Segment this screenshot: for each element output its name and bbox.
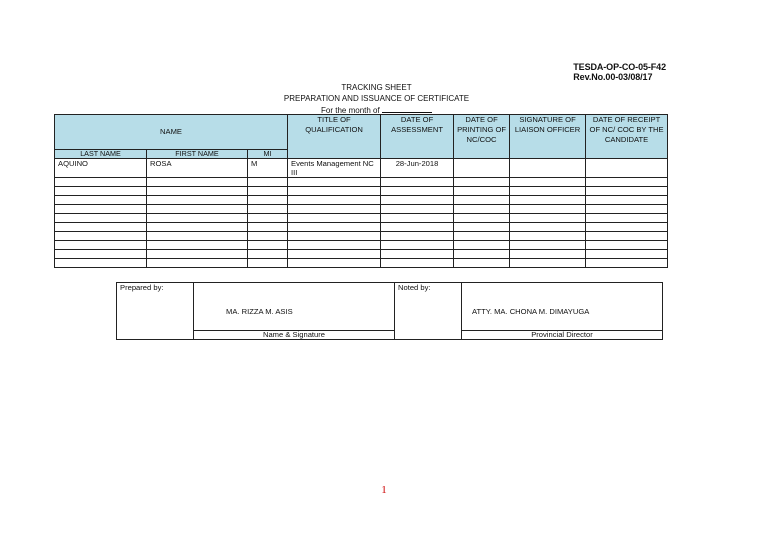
table-cell[interactable] xyxy=(586,205,668,214)
table-cell[interactable] xyxy=(147,214,248,223)
table-cell[interactable] xyxy=(454,178,510,187)
table-cell[interactable] xyxy=(454,223,510,232)
cell-signature[interactable] xyxy=(510,159,586,178)
month-label: For the month of xyxy=(321,106,380,115)
table-cell[interactable] xyxy=(248,196,288,205)
table-cell[interactable] xyxy=(586,259,668,268)
table-cell[interactable] xyxy=(55,196,147,205)
table-row xyxy=(55,187,668,196)
table-cell[interactable] xyxy=(55,178,147,187)
header-date-of-assessment: DATE OF ASSESSMENT xyxy=(381,115,454,159)
table-cell[interactable] xyxy=(248,214,288,223)
table-cell[interactable] xyxy=(147,187,248,196)
table-cell[interactable] xyxy=(288,232,381,241)
table-cell[interactable] xyxy=(55,214,147,223)
table-cell[interactable] xyxy=(586,241,668,250)
heading-subtitle: PREPARATION AND ISSUANCE OF CERTIFICATE xyxy=(283,94,470,103)
table-cell[interactable] xyxy=(381,241,454,250)
table-cell[interactable] xyxy=(381,223,454,232)
page-number: 1 xyxy=(381,484,387,496)
table-cell[interactable] xyxy=(454,187,510,196)
table-cell[interactable] xyxy=(55,250,147,259)
form-code: TESDA-OP-CO-05-F42 xyxy=(573,62,666,72)
form-code-block xyxy=(573,62,666,82)
table-cell[interactable] xyxy=(510,205,586,214)
table-cell[interactable] xyxy=(586,250,668,259)
cell-printing-date[interactable] xyxy=(454,159,510,178)
noted-by-label: Noted by: xyxy=(395,283,462,340)
table-cell[interactable] xyxy=(288,187,381,196)
header-name: NAME xyxy=(55,115,288,150)
table-cell[interactable] xyxy=(288,205,381,214)
header-date-of-printing: DATE OF PRINTING OF NC/COC xyxy=(454,115,510,159)
prepared-by-name: MA. RIZZA M. ASIS xyxy=(194,283,395,331)
table-cell[interactable] xyxy=(248,250,288,259)
noted-by-name: ATTY. MA. CHONA M. DIMAYUGA xyxy=(462,283,663,331)
header-date-of-receipt: DATE OF RECEIPT OF NC/ COC BY THE CANDIDATE xyxy=(586,115,668,159)
table-cell[interactable] xyxy=(147,250,248,259)
table-cell[interactable] xyxy=(586,187,668,196)
table-cell[interactable] xyxy=(55,259,147,268)
table-cell[interactable] xyxy=(510,241,586,250)
cell-qualification[interactable]: Events Management NC III xyxy=(288,159,381,178)
table-cell[interactable] xyxy=(248,178,288,187)
table-cell[interactable] xyxy=(586,232,668,241)
table-cell[interactable] xyxy=(454,196,510,205)
table-cell[interactable] xyxy=(147,259,248,268)
header-signature-liaison: SIGNATURE OF LIAISON OFFICER xyxy=(510,115,586,159)
table-cell[interactable] xyxy=(454,214,510,223)
table-cell[interactable] xyxy=(510,250,586,259)
table-row xyxy=(55,178,668,187)
table-cell[interactable] xyxy=(147,241,248,250)
table-cell[interactable] xyxy=(248,241,288,250)
month-value-field[interactable] xyxy=(382,104,432,113)
signatories-table xyxy=(116,282,663,340)
table-cell[interactable] xyxy=(510,187,586,196)
table-cell[interactable] xyxy=(147,196,248,205)
document-heading xyxy=(0,82,753,116)
cell-receipt-date[interactable] xyxy=(586,159,668,178)
table-cell[interactable] xyxy=(381,178,454,187)
table-cell[interactable] xyxy=(510,178,586,187)
table-cell[interactable] xyxy=(147,223,248,232)
table-row xyxy=(55,159,668,178)
table-cell[interactable] xyxy=(288,223,381,232)
table-cell[interactable] xyxy=(55,223,147,232)
header-title-of-qualification: TITLE OF QUALIFICATION xyxy=(288,115,381,159)
table-cell[interactable] xyxy=(288,241,381,250)
table-cell[interactable] xyxy=(147,205,248,214)
table-cell[interactable] xyxy=(454,259,510,268)
table-cell[interactable] xyxy=(288,250,381,259)
header-first-name: FIRST NAME xyxy=(147,150,248,159)
table-cell[interactable] xyxy=(586,223,668,232)
table-row xyxy=(55,205,668,214)
table-cell[interactable] xyxy=(381,196,454,205)
table-cell[interactable] xyxy=(147,232,248,241)
table-cell[interactable] xyxy=(248,223,288,232)
table-row xyxy=(55,241,668,250)
table-cell[interactable] xyxy=(55,187,147,196)
table-cell[interactable] xyxy=(288,214,381,223)
table-row xyxy=(55,232,668,241)
table-cell[interactable] xyxy=(586,196,668,205)
table-row xyxy=(55,250,668,259)
form-revision: Rev.No.00-03/08/17 xyxy=(573,72,653,82)
header-mi: MI xyxy=(248,150,288,159)
table-cell[interactable] xyxy=(55,205,147,214)
prepared-by-label: Prepared by: xyxy=(117,283,194,340)
prepared-by-caption: Name & Signature xyxy=(194,331,395,340)
table-cell[interactable] xyxy=(55,232,147,241)
table-cell[interactable] xyxy=(147,178,248,187)
cell-last-name[interactable]: AQUINO xyxy=(55,159,147,178)
table-cell[interactable] xyxy=(288,259,381,268)
cell-first-name[interactable]: ROSA xyxy=(147,159,248,178)
table-cell[interactable] xyxy=(454,250,510,259)
table-cell[interactable] xyxy=(510,232,586,241)
table-cell[interactable] xyxy=(381,250,454,259)
table-cell[interactable] xyxy=(454,232,510,241)
table-cell[interactable] xyxy=(381,259,454,268)
table-cell[interactable] xyxy=(454,205,510,214)
table-row xyxy=(55,259,668,268)
header-last-name: LAST NAME xyxy=(55,150,147,159)
cell-assessment-date[interactable]: 28-Jun-2018 xyxy=(381,159,454,178)
table-cell[interactable] xyxy=(55,241,147,250)
table-cell[interactable] xyxy=(586,178,668,187)
table-cell[interactable] xyxy=(248,187,288,196)
table-cell[interactable] xyxy=(248,259,288,268)
table-cell[interactable] xyxy=(381,205,454,214)
table-cell[interactable] xyxy=(454,241,510,250)
table-cell[interactable] xyxy=(381,232,454,241)
noted-by-caption: Provincial Director xyxy=(462,331,663,340)
table-cell[interactable] xyxy=(381,187,454,196)
table-cell[interactable] xyxy=(288,178,381,187)
table-cell[interactable] xyxy=(510,223,586,232)
table-row xyxy=(55,196,668,205)
heading-title: TRACKING SHEET xyxy=(341,83,412,92)
table-row xyxy=(55,214,668,223)
table-cell[interactable] xyxy=(248,205,288,214)
table-row xyxy=(55,223,668,232)
cell-mi[interactable]: M xyxy=(248,159,288,178)
table-cell[interactable] xyxy=(288,196,381,205)
table-cell[interactable] xyxy=(381,214,454,223)
tracking-table xyxy=(54,114,668,268)
table-cell[interactable] xyxy=(248,232,288,241)
table-cell[interactable] xyxy=(510,259,586,268)
table-cell[interactable] xyxy=(510,214,586,223)
table-cell[interactable] xyxy=(510,196,586,205)
table-cell[interactable] xyxy=(586,214,668,223)
